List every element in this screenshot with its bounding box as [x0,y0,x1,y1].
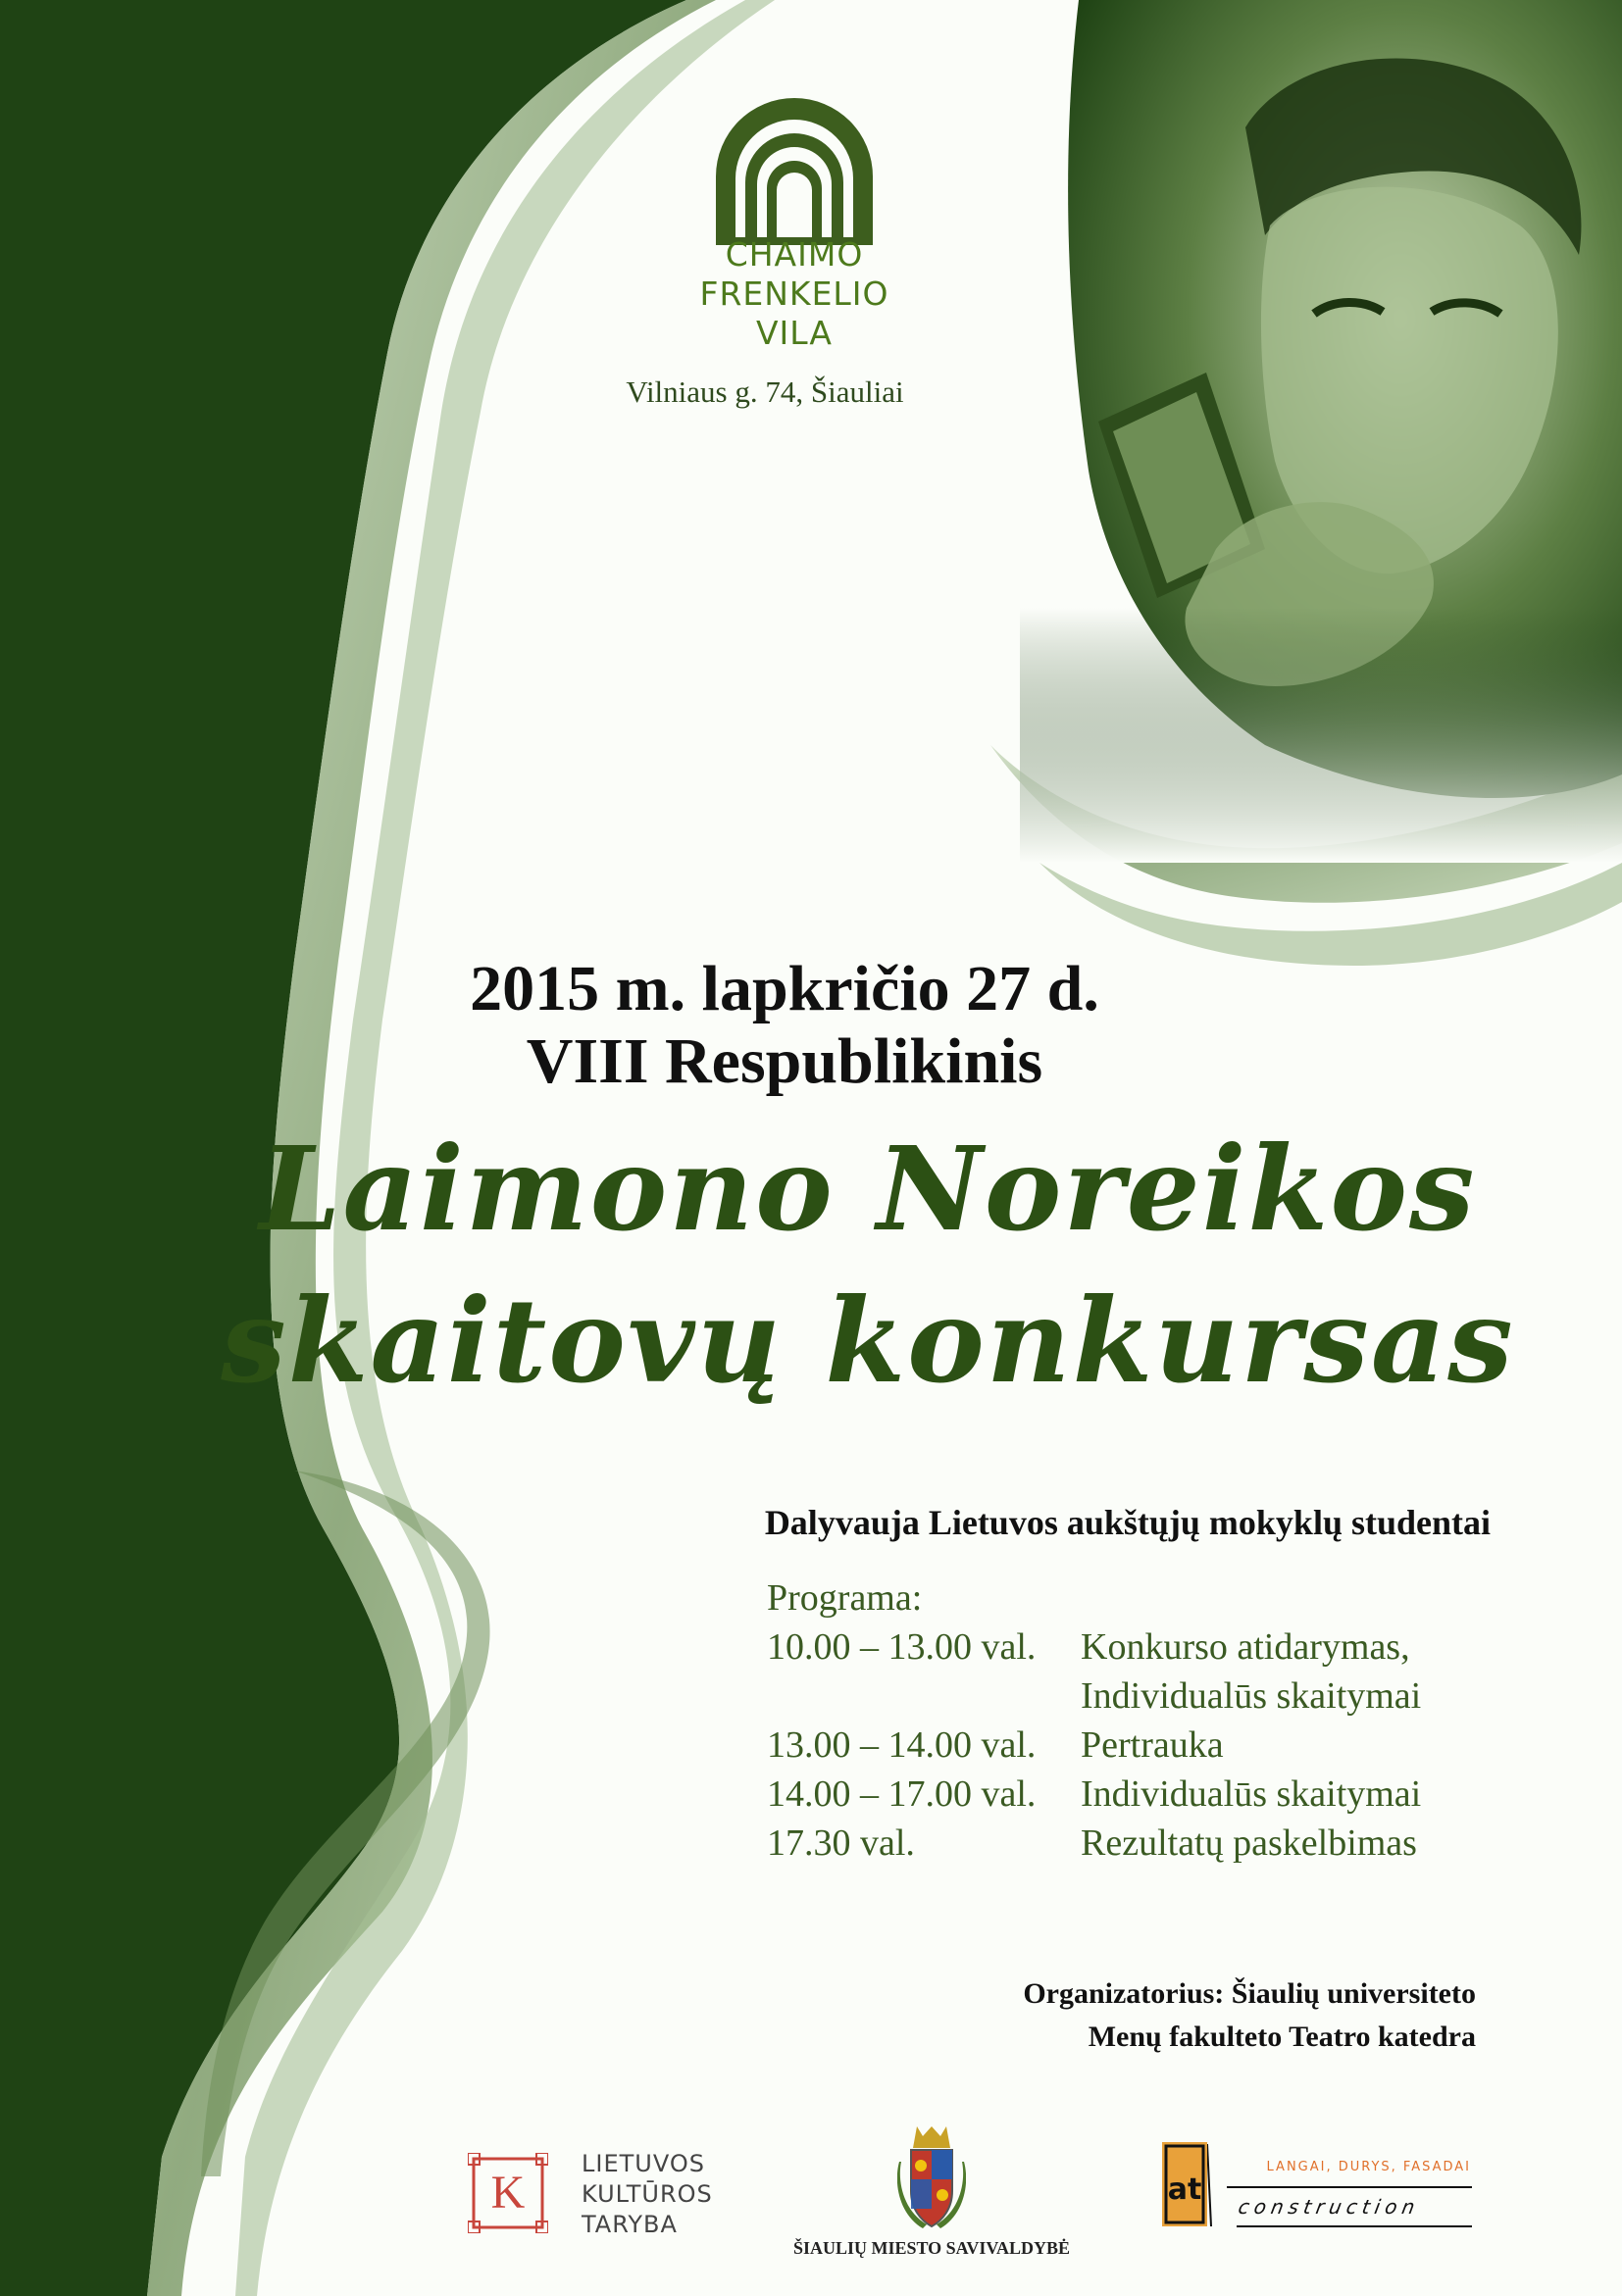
organizer [745,1972,1476,2059]
at-letters: at [1167,2172,1202,2207]
ltk-name [582,2149,713,2240]
at-tagline: LANGAI, DURYS, FASADAI [1266,2160,1471,2174]
sponsor-ltk-logo [466,2149,750,2242]
programme-activity: Individualūs skaitymai [1081,1773,1422,1815]
organizer-line: Organizatorius: Šiaulių universiteto [1023,1977,1476,2010]
programme-heading: Programa: [767,1577,923,1619]
event-date: 2015 m. lapkričio 27 d. [470,953,1099,1024]
at-logo-icon [1162,2142,1207,2226]
programme-time: 17.30 val. [767,1822,915,1864]
ltk-name-line: KULTŪROS [582,2180,713,2208]
city-coat-of-arms-icon [897,2122,966,2230]
programme-row [767,1622,1512,1672]
event-title-line-2: skaitovų konkursas [221,1273,1515,1409]
programme-activity: Rezultatų paskelbimas [1081,1822,1417,1864]
portrait-photo [1020,0,1622,863]
programme-activity: Individualūs skaitymai [1081,1675,1422,1717]
ltk-k-icon [468,2153,548,2233]
venue-name [647,235,941,353]
at-rule-lines [1207,2142,1482,2240]
programme-row [767,1672,1512,1721]
programme-time: 10.00 – 13.00 val. [767,1626,1037,1668]
ltk-name-line: TARYBA [582,2211,678,2238]
programme-time: 14.00 – 17.00 val. [767,1773,1037,1815]
arched-gate-icon [706,98,883,245]
ltk-name-line: LIETUVOS [582,2150,705,2177]
programme [767,1573,1512,1868]
event-title-line-1: Laimono Noreikos [259,1121,1477,1257]
venue-address: Vilniaus g. 74, Šiauliai [626,374,904,409]
programme-row [767,1819,1512,1868]
programme-time: 13.00 – 14.00 val. [767,1724,1037,1766]
event-edition: VIII Respublikinis [526,1025,1043,1097]
venue-name-line: CHAIMO [725,235,864,274]
organizer-line: Menų fakulteto Teatro katedra [1088,2021,1476,2053]
sponsor-city-logo [785,2122,1079,2270]
programme-activity: Konkurso atidarymas, [1081,1626,1410,1668]
participants-note: Dalyvauja Lietuvos aukštųjų mokyklų studentai [764,1503,1491,1542]
ltk-letter: K [490,2167,526,2219]
programme-row [767,1721,1512,1770]
venue-name-line: FRENKELIO [699,275,889,313]
sponsor-at-construction-logo [1162,2142,1486,2289]
programme-row [767,1770,1512,1819]
at-wordmark: construction [1236,2195,1422,2219]
programme-activity: Pertrauka [1081,1724,1224,1766]
city-name: ŠIAULIŲ MIESTO SAVIVALDYBĖ [792,2238,1071,2258]
venue-name-line: VILA [755,314,834,352]
